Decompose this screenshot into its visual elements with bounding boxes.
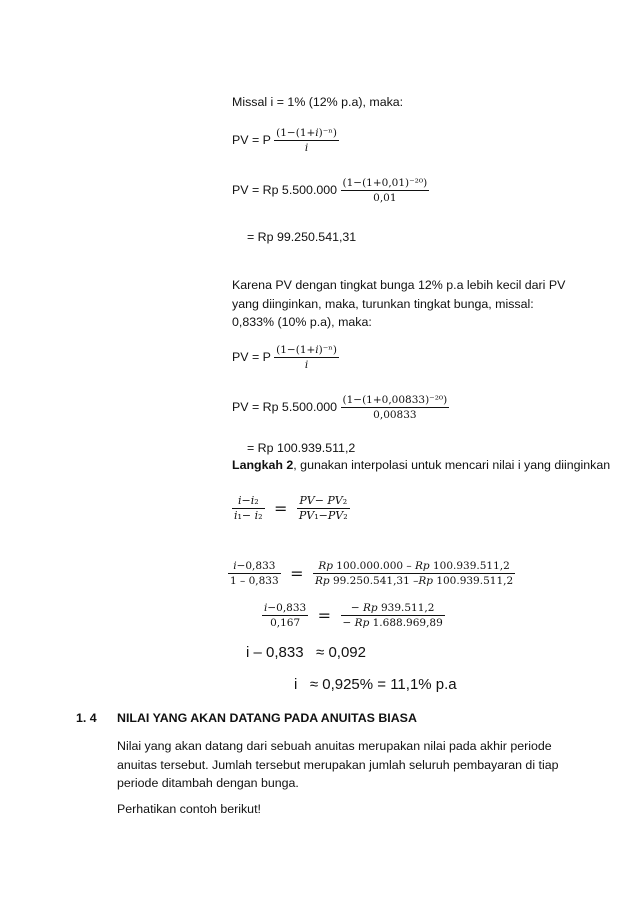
fraction-numerator: (1−(1+0,01)⁻²⁰): [342, 177, 428, 189]
pv-fraction: [274, 343, 339, 372]
equals-sign: =: [317, 606, 332, 625]
fraction-denominator: 𝑖: [304, 359, 309, 371]
interpolation-formula: [232, 494, 350, 523]
equals-sign: =: [274, 499, 288, 518]
pv-label: PV = Rp 5.500.000: [232, 399, 338, 414]
pv-formula-2: [232, 343, 339, 372]
fraction-numerator: (1−(1+𝑖)⁻ⁿ): [276, 344, 337, 356]
result-2: = Rp 100.939.511,2: [247, 441, 356, 455]
langkah-text: , gunakan interpolasi untuk mencari nilai i yang diinginkan: [293, 458, 611, 472]
fraction-denominator: 𝑅𝑝 99.250.541,31 –𝑅𝑝 100.939.511,2: [314, 575, 514, 587]
sub1-left-fraction: [228, 559, 281, 588]
pv-formula-1: [232, 126, 339, 155]
pv-label: PV = P: [232, 132, 271, 147]
substitution-2: [262, 601, 445, 630]
result-1: = Rp 99.250.541,31: [247, 230, 357, 244]
paragraph-karena: Karena PV dengan tingkat bunga 12% p.a lebih kecil dari PV yang diinginkan, maka, turunkan tingkat bunga, missal: 0,833% (10% p.a), maka:: [232, 278, 566, 329]
sub1-right-fraction: [313, 559, 515, 588]
pv-calc-2: [232, 393, 449, 422]
calc-fraction: [341, 176, 430, 205]
paragraph-nilai: Nilai yang akan datang dari sebuah anuitas merupakan nilai pada akhir periode anuitas tersebut. Jumlah tersebut merupakan jumlah seluruh pembayaran di tiap periode ditambah dengan bunga.: [117, 739, 559, 790]
pv-calc-1: [232, 176, 429, 205]
equals-sign: =: [290, 564, 304, 583]
pv-label: PV = Rp 5.500.000: [232, 182, 338, 197]
fraction-denominator: − 𝑅𝑝 1.688.969,89: [342, 617, 443, 629]
fraction-denominator: 𝑖₁− 𝑖₂: [234, 509, 263, 522]
fraction-denominator: 𝑃𝑉₁−𝑃𝑉₂: [298, 509, 348, 522]
fraction-numerator: 𝑖−0,833: [264, 602, 307, 614]
fraction-denominator: 0,00833: [373, 409, 417, 421]
interp-left-fraction: [232, 494, 265, 523]
missal-line: Missal i = 1% (12% p.a), maka:: [232, 95, 404, 109]
fraction-denominator: 0,01: [373, 192, 397, 204]
fraction-numerator: 𝑅𝑝 100.000.000 – 𝑅𝑝 100.939.511,2: [313, 559, 515, 574]
fraction-denominator: 0,167: [270, 617, 301, 629]
pv-fraction: [274, 126, 339, 155]
approximation-2: i ≈ 0,925% = 11,1% p.a: [294, 676, 457, 693]
fraction-numerator: 𝑖−𝑖₂: [232, 494, 265, 509]
langkah-2-line: [232, 458, 610, 472]
section-number: 1. 4: [76, 711, 97, 725]
fraction-denominator: 1 – 0,833: [230, 575, 279, 587]
fraction-numerator: (1−(1+𝑖)⁻ⁿ): [276, 127, 337, 139]
pv-label: PV = P: [232, 349, 271, 364]
fraction-numerator: (1−(1+0,00833)⁻²⁰): [342, 394, 448, 406]
fraction-numerator: 𝑖−0,833: [228, 559, 281, 574]
calc-fraction: [341, 393, 450, 422]
sub2-right-fraction: [341, 601, 445, 630]
section-title: NILAI YANG AKAN DATANG PADA ANUITAS BIASA: [117, 711, 417, 725]
substitution-1: [228, 559, 515, 588]
interp-right-fraction: [297, 494, 350, 523]
sub2-left-fraction: [262, 601, 308, 630]
paragraph-perhatikan: Perhatikan contoh berikut!: [117, 802, 261, 816]
fraction-denominator: 𝑖: [304, 142, 309, 154]
langkah-label: Langkah 2: [232, 458, 294, 472]
fraction-numerator: 𝑃𝑉− 𝑃𝑉₂: [297, 494, 350, 509]
fraction-numerator: − 𝑅𝑝 939.511,2: [341, 601, 445, 616]
approximation-1: i – 0,833 ≈ 0,092: [246, 644, 366, 661]
